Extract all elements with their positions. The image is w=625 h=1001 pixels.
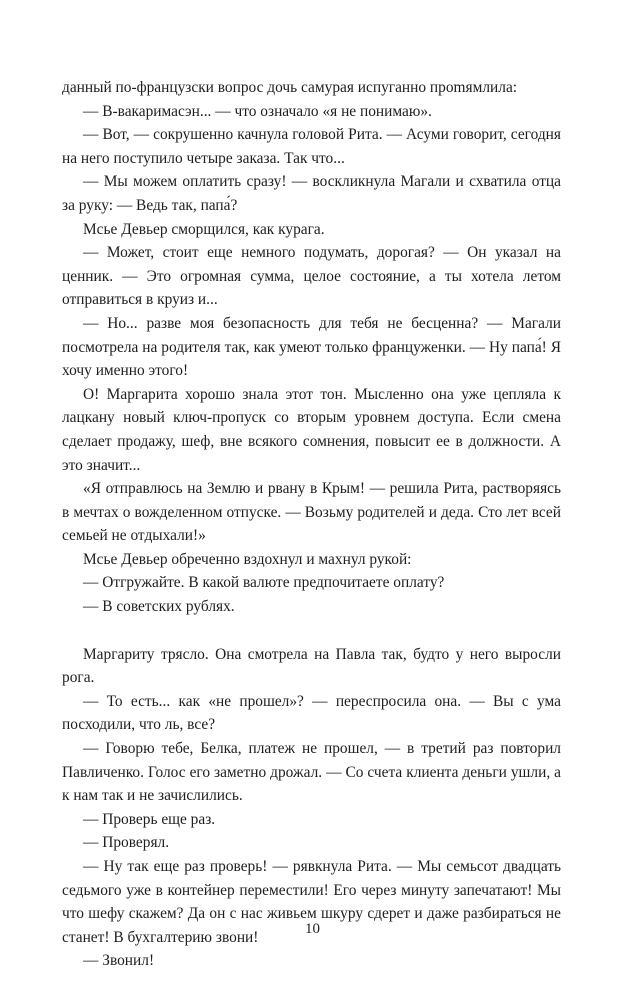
- paragraph: Мсье Девьер сморщился, как курага.: [83, 220, 325, 238]
- paragraph: данный по-французски вопрос дочь самурая испуганно проmямлила:: [62, 79, 518, 96]
- paragraph: — Но... разве моя безопасность для тебя не бесценна? — Магали посмотрела на родителя так, как умеют только француженки. — Ну папа́! Я хочу именно этого!: [62, 314, 561, 380]
- paragraph: — Ну так еще раз проверь! — рявкнула Рита. — Мы семьсот двадцать седьмого уже в контейнер переместили! Его через минуту запечатают! Мы что шефу скажем? Да он с нас живьем шкуру сдерет и даже разбираться не станет! В бухгалтерию звони!: [62, 858, 561, 946]
- paragraph: — Отгружайте. В какой валюте предпочитаете оплату?: [83, 574, 445, 592]
- paragraph: Мсье Девьер обреченно вздохнул и махнул рукой:: [83, 550, 412, 568]
- paragraph: — В-вакаримасэн... — что означало «я не понимаю».: [83, 102, 432, 120]
- paragraph: — Вот, — сокрушенно качнула головой Рита. — Асуми говорит, сегодня на него поступило четыре заказа. Так что...: [62, 126, 561, 167]
- paragraph: — Проверял.: [83, 834, 170, 852]
- paragraph: — Звонил!: [83, 952, 155, 970]
- paragraph: О! Маргарита хорошо знала этот тон. Мысленно она уже цепляла к лацкану новый ключ-пропуск со вторым уровнем доступа. Если смена сделает продажу, шеф, вне всякого сомнения, повысит ее в должности. А это значит...: [62, 385, 561, 474]
- page-body: [62, 76, 561, 973]
- paragraph: — Говорю тебе, Белка, платеж не прошел, — в третий раз повторил Павличенко. Голос его заметно дрожал. — Со счета клиента деньги ушли, а к нам так и не зачислились.: [62, 740, 561, 805]
- paragraph: — Проверь еще раз.: [83, 810, 216, 828]
- section-break: [62, 619, 561, 643]
- paragraph: «Я отправлюсь на Землю и рвану в Крым! — решила Рита, растворяясь в мечтах о вожделенном отпуске. — Возьму родителей и деда. Сто лет всей семьей не отдыхали!»: [62, 480, 561, 545]
- page-number: 10: [305, 921, 320, 937]
- paragraph: — Мы можем оплатить сразу! — воскликнула Магали и схватила отца за руку: — Ведь так, папа́?: [62, 173, 561, 214]
- paragraph: Маргариту трясло. Она смотрела на Павла так, будто у него выросли рога.: [62, 645, 561, 687]
- paragraph: — В советских рублях.: [83, 598, 235, 616]
- paragraph: — То есть... как «не прошел»? — переспросила она. — Вы с ума посходили, что ль, все?: [62, 692, 561, 734]
- paragraph: — Может, стоит еще немного подумать, дорогая? — Он указал на ценник. — Это огромная сумма, целое состояние, а ты хотела летом отправиться в круиз и...: [62, 244, 561, 309]
